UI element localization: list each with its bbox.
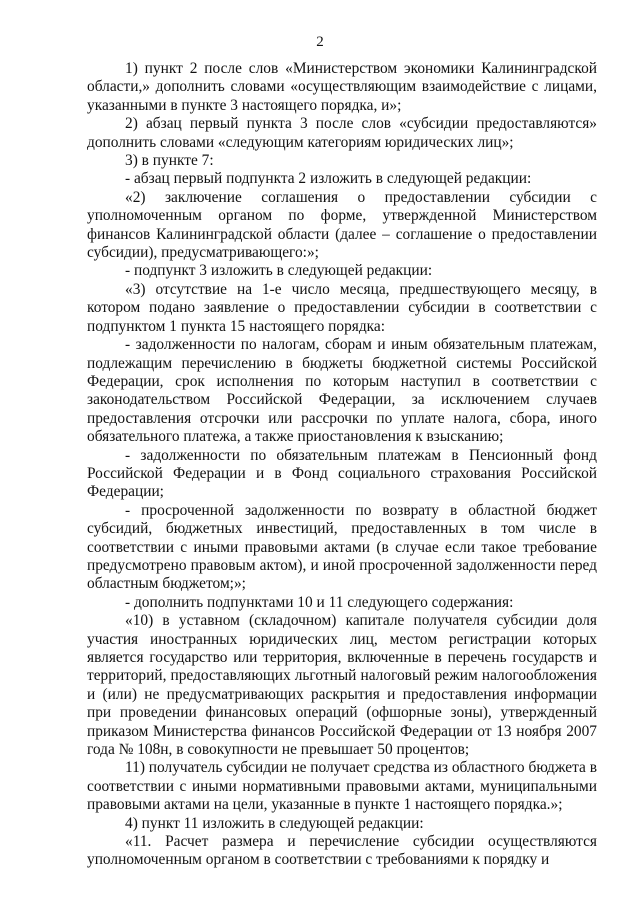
document-body — [87, 60, 597, 870]
paragraph-item-2: 2) абзац первый пункта 3 после слов «субсидии предоставляются» дополнить словами «следующим категориям юридических лиц»; — [87, 115, 597, 151]
paragraph-item-4: 4) пункт 11 изложить в следующей редакции: — [125, 814, 424, 832]
paragraph-item-3: 3) в пункте 7: — [125, 152, 214, 170]
paragraph-debt-funds: - задолженности по обязательным платежам в Пенсионный фонд Российской Федерации и в Фонд социального страхования Российской Федерации; — [87, 446, 597, 501]
paragraph-subitem-6: - подпункт 3 изложить в следующей редакции: — [125, 262, 433, 280]
paragraph-debt-overdue: - просроченной задолженности по возврату в областной бюджет субсидий, бюджетных инвестиций, предоставленных в том числе в соответствии с иными правовыми актами (в случае если такое требование предусмотрено правовым актом), и иной просроченной задолженности перед областным бюджетом;»; — [87, 501, 597, 593]
paragraph-quote-10: «10) в уставном (складочном) капитале получателя субсидии доля участия иностранных юридических лиц, местом регистрации которых является государство или территория, включенные в перечень государств и территорий, предоставляющих льготный налоговый режим налогообложения и (или) не предусматривающих раскрытия и предоставления информации при проведении финансовых операций (офшорные зоны), утвержденный приказом Министерства финансов Российской Федерации от 13 ноября 2007 года № 108н, в совокупности не превышает 50 процентов; — [87, 612, 597, 759]
paragraph-quote-11-calc: «11. Расчет размера и перечисление субсидии осуществляются уполномоченным органом в соответствии с требованиями к порядку и — [87, 833, 597, 869]
page-number: 2 — [316, 34, 324, 50]
paragraph-quote-11: 11) получатель субсидии не получает средства из областного бюджета в соответствии с иными нормативными правовыми актами, муниципальными правовыми актами на цели, указанные в пункте 1 настоящего порядка.»; — [87, 759, 597, 814]
paragraph-add-10-11: - дополнить подпунктами 10 и 11 следующего содержания: — [125, 593, 514, 611]
paragraph-debt-taxes: - задолженности по налогам, сборам и иным обязательным платежам, подлежащим перечислению в бюджеты бюджетной системы Российской Федерации, срок исполнения по которым наступил в соответствии с законодательством Российской Федерации, за исключением случаев предоставления отсрочки или рассрочки по уплате налога, сбора, иного обязательного платежа, а также приостановления к взысканию; — [87, 336, 597, 446]
paragraph-subitem-4: - абзац первый подпункта 2 изложить в следующей редакции: — [125, 170, 532, 188]
paragraph-quote-3: «3) отсутствие на 1-е число месяца, предшествующего месяцу, в котором подано заявление о предоставлении субсидии в соответствии с подпунктом 1 пункта 15 настоящего порядка: — [87, 280, 597, 335]
paragraph-item-1: 1) пункт 2 после слов «Министерством экономики Калининградской области,» дополнить словами «осуществляющим взаимодействие с лицами, указанными в пункте 3 настоящего порядка, и»; — [87, 60, 597, 114]
paragraph-quote-2: «2) заключение соглашения о предоставлении субсидии с уполномоченным органом по форме, утвержденной Министерством финансов Калининградской области (далее – соглашение о предоставлении субсидии), предусматривающего:»; — [87, 188, 597, 262]
